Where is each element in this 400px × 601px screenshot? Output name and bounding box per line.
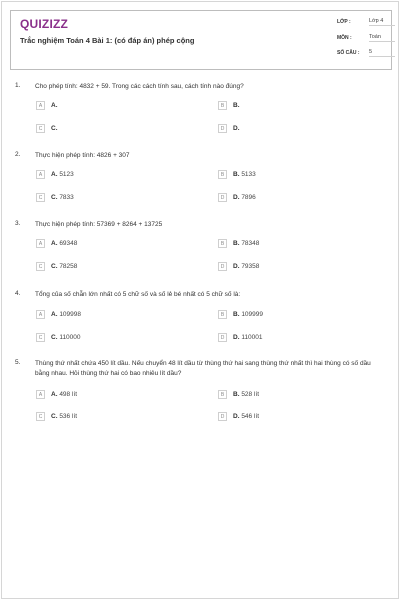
option-value: 110001 (241, 334, 263, 341)
question-number: 4. (15, 290, 21, 297)
option-label: B. (233, 311, 240, 318)
option-label: B. (233, 102, 240, 109)
option-letter-box: D (218, 412, 227, 421)
option-value: 546 lít (241, 413, 260, 420)
option-letter-box: C (36, 262, 45, 271)
subject-value: Toán (369, 34, 395, 42)
option-letter-box: C (36, 124, 45, 133)
option-value: 110000 (59, 334, 81, 341)
option-letter-box: D (218, 333, 227, 342)
question-count-label: SỐ CÂU : (337, 50, 360, 56)
option-value: 69348 (59, 240, 78, 247)
option-label: C. (51, 194, 58, 201)
option-letter-box: C (36, 193, 45, 202)
option-label: A. (51, 311, 58, 318)
question-text: Thực hiện phép tính: 57369 + 8264 + 13725 (35, 221, 163, 228)
option-value: 5123 (59, 171, 74, 178)
option-value: 79358 (241, 263, 260, 270)
option-value: 528 lít (241, 391, 260, 398)
question-count-value: 5 (369, 49, 395, 57)
subject-label: MÔN : (337, 35, 352, 41)
question-number: 5. (15, 359, 21, 366)
option-letter-box: A (36, 310, 45, 319)
worksheet-title: Trắc nghiệm Toán 4 Bài 1: (có đáp án) phép cộng (20, 36, 195, 45)
option-letter-box: D (218, 124, 227, 133)
question-number: 2. (15, 151, 21, 158)
option-letter-box: B (218, 390, 227, 399)
question-number: 3. (15, 220, 21, 227)
option-value: 7833 (59, 194, 74, 201)
option-label: D. (233, 125, 240, 132)
class-label: LỚP : (337, 19, 351, 25)
quizizz-logo: QUIZIZZ (20, 17, 69, 31)
question-text: Thực hiện phép tính: 4826 + 307 (35, 152, 130, 159)
option-label: C. (51, 413, 58, 420)
worksheet-header (10, 10, 392, 70)
option-label: B. (233, 391, 240, 398)
question-text: Tổng của số chẵn lớn nhất có 5 chữ số và số lẻ bé nhất có 5 chữ số là: (35, 291, 241, 298)
option-letter-box: B (218, 101, 227, 110)
option-letter-box: B (218, 170, 227, 179)
option-letter-box: A (36, 170, 45, 179)
option-label: B. (233, 240, 240, 247)
option-label: D. (233, 334, 240, 341)
question-text: Thùng thứ nhất chứa 450 lít dầu. Nếu chuyển 48 lít dầu từ thùng thứ hai sang thùng thứ nhất thì hai thùng có số dầu bằng nhau. Hỏi thùng thứ hai có bao nhiêu lít dầu? (35, 360, 371, 377)
option-letter-box: C (36, 333, 45, 342)
option-label: C. (51, 334, 58, 341)
worksheet-page (1, 1, 399, 599)
question-number: 1. (15, 82, 21, 89)
option-label: A. (51, 171, 58, 178)
option-value: 498 lít (59, 391, 78, 398)
class-value: Lớp 4 (369, 18, 395, 26)
option-letter-box: D (218, 262, 227, 271)
option-value: 109998 (59, 311, 82, 318)
option-value: 78258 (59, 263, 78, 270)
option-value: 78348 (241, 240, 260, 247)
option-letter-box: A (36, 239, 45, 248)
question-text: Cho phép tính: 4832 + 59. Trong các cách tính sau, cách tính nào đúng? (35, 83, 244, 90)
option-label: C. (51, 263, 58, 270)
option-letter-box: B (218, 310, 227, 319)
option-label: A. (51, 240, 58, 247)
option-value: 536 lít (59, 413, 78, 420)
option-label: A. (51, 102, 58, 109)
option-value: 109999 (241, 311, 264, 318)
option-letter-box: C (36, 412, 45, 421)
option-label: D. (233, 413, 240, 420)
option-letter-box: D (218, 193, 227, 202)
option-label: D. (233, 263, 240, 270)
option-letter-box: A (36, 390, 45, 399)
option-value: 5133 (241, 171, 256, 178)
option-label: C. (51, 125, 58, 132)
option-label: A. (51, 391, 58, 398)
option-value: 7896 (241, 194, 256, 201)
option-label: B. (233, 171, 240, 178)
option-letter-box: A (36, 101, 45, 110)
option-label: D. (233, 194, 240, 201)
option-letter-box: B (218, 239, 227, 248)
